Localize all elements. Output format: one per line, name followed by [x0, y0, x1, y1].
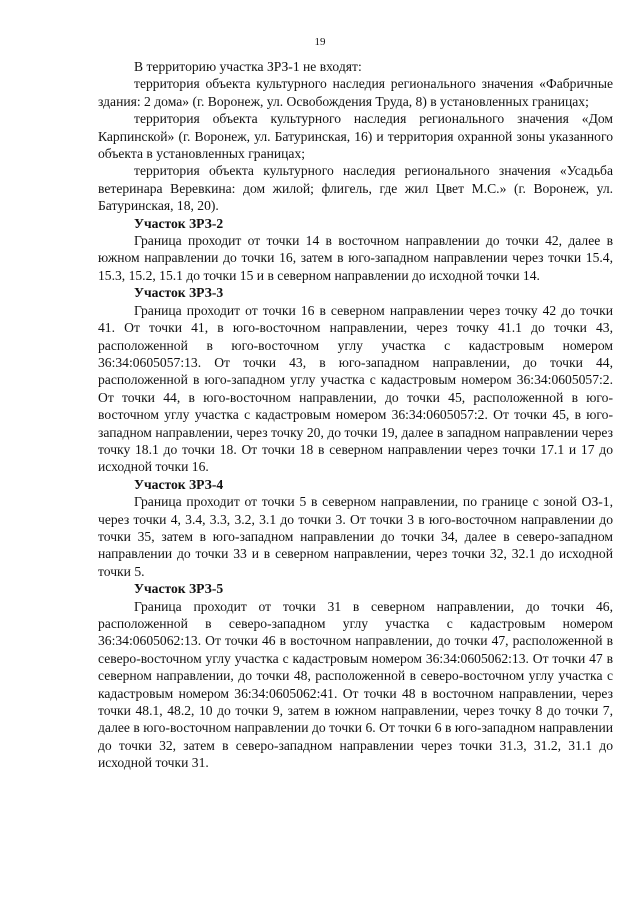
paragraph-exclusion-3: территория объекта культурного наследия регионального значения «Усадьба ветеринара Веревкина: дом жилой; флигель, где жил Цвет М.С.» (г. Воронеж, ул. Батуринская, 18, 20).	[98, 163, 613, 214]
paragraph-exclusion-2: территория объекта культурного наследия регионального значения «Дом Карпинской» (г. Воронеж, ул. Батуринская, 16) и территория охранной зоны указанного объекта в установленных границах;	[98, 111, 613, 162]
paragraph-zrz-5: Граница проходит от точки 31 в северном направлении, до точки 46, расположенной в северо-западном углу участка с кадастровым номером 36:34:0605062:13. От точки 46 в восточном направлении, до точки 47, расположенной в северо-восточном углу участка с кадастровым номером 36:34:0605062:13. От точки 47 в северном направлении, до точки 48, расположенной в северо-восточном углу участка с кадастровым номером 36:34:0605062:41. От точки 48 в восточном направлении, через точки 48.1, 48.2, 10 до точки 9, затем в южном направлении, через точку 8 до точки 7, далее в юго-восточном направлении до точки 6. От точки 6 в юго-западном направлении до точки 32, затем в северо-западном направлении через точки 31.3, 31.2, 31.1 до исходной точки 31.	[98, 598, 613, 771]
paragraph-zrz-2: Граница проходит от точки 14 в восточном направлении до точки 42, далее в южном направлении до точки 16, затем в юго-западном направлении через точки 15.4, 15.3, 15.2, 15.1 до точки 15 и в северном направлении до исходной точки 14.	[98, 233, 613, 283]
paragraph-zrz-3: Граница проходит от точки 16 в северном направлении через точку 42 до точки 41. От точки 41, в юго-восточном направлении, через точку 41.1 до точки 43, расположенной в юго-восточном углу участка с кадастровым номером 36:34:0605057:13. От точки 43, в юго-западном направлении, до точки 44, расположенной в юго-западном углу участка с кадастровым номером 36:34:0605057:2. От точки 44, в юго-восточном направлении, до точки 45, расположенной в юго-восточном углу участка с кадастровым номером 36:34:0605057:2. От точки 45, в юго-западном направлении, через точку 20, до точки 19, далее в западном направлении через точку 18.1 до точки 18. От точки 18 в северном направлении через точки 17.1 и 17 до исходной точки 16.	[98, 302, 613, 475]
page-number: 19	[314, 36, 326, 48]
paragraph-intro: В территорию участка ЗРЗ-1 не входят:	[134, 59, 362, 74]
heading-zrz-5: Участок ЗРЗ-5	[134, 581, 224, 597]
heading-zrz-2: Участок ЗРЗ-2	[134, 215, 224, 231]
paragraph-zrz-4: Граница проходит от точки 5 в северном направлении, по границе с зоной ОЗ-1, через точки 4, 3.4, 3.3, 3.2, 3.1 до точки 3. От точки 3 в юго-восточном направлении до точки 35, затем в юго-западном направлении до точки 34, далее в северо-западном направлении до точки 33 и в северном направлении, через точки 32, 32.1 до исходной точки 5.	[98, 494, 613, 579]
heading-zrz-4: Участок ЗРЗ-4	[134, 476, 224, 492]
heading-zrz-3: Участок ЗРЗ-3	[134, 285, 224, 301]
document-body	[98, 58, 613, 772]
paragraph-exclusion-1: территория объекта культурного наследия регионального значения «Фабричные здания: 2 дома» (г. Воронеж, ул. Освобождения Труда, 8) в установленных границах;	[98, 76, 613, 109]
